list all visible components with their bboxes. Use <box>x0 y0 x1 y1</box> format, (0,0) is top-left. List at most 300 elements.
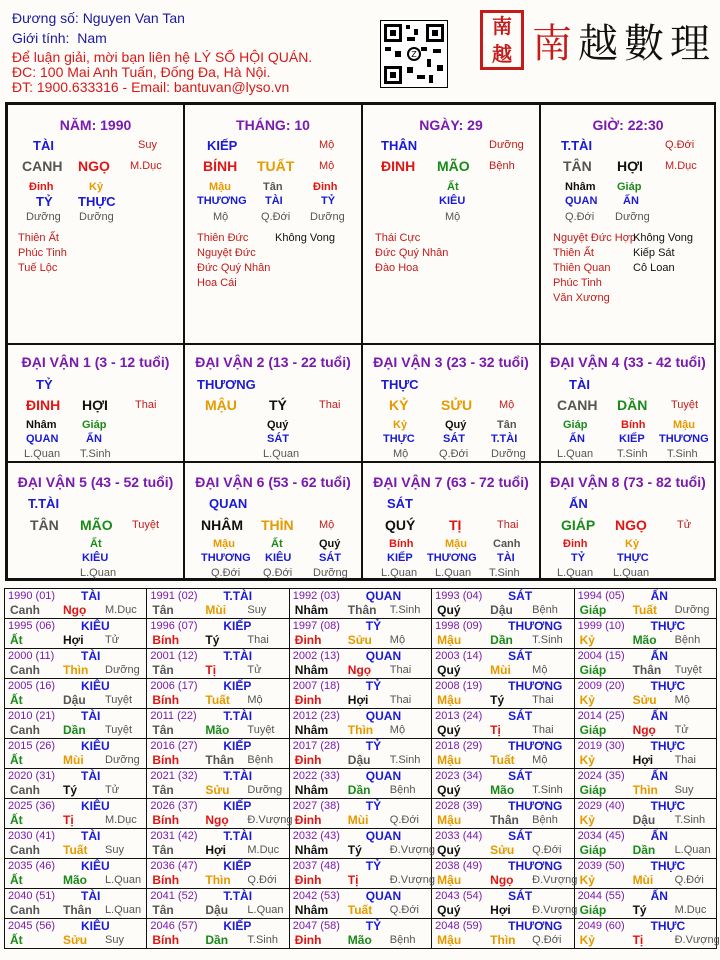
hidden-star: QUAN <box>565 195 598 207</box>
year-row <box>5 829 717 859</box>
year-star: KIẾP <box>223 679 252 693</box>
hidden-phase: Mộ <box>393 448 409 460</box>
year-label: 2035 (46) <box>8 860 56 872</box>
year-label: 2026 (37) <box>150 800 198 812</box>
year-star: T.TÀI <box>223 769 253 783</box>
year-label: 2047 (58) <box>292 920 340 932</box>
hidden-star: KIÊU <box>265 552 292 564</box>
pillar-year <box>7 104 184 344</box>
year-label: 2040 (51) <box>8 890 56 902</box>
year-star: TÀI <box>81 769 101 783</box>
year-cell <box>289 589 431 619</box>
extra-star: Thiên Đức <box>197 232 249 244</box>
year-chi: Hợi <box>632 753 654 767</box>
year-can: Quý <box>437 903 461 917</box>
year-label: 2006 (17) <box>150 680 198 692</box>
pillar-chi: HỢI <box>617 158 643 174</box>
year-can: Giáp <box>579 663 607 677</box>
year-can: Ất <box>10 753 23 767</box>
year-label: 1993 (04) <box>435 590 483 602</box>
year-cell <box>147 859 289 889</box>
year-chi: Mão <box>205 723 230 737</box>
year-row <box>5 919 717 949</box>
gender <box>12 30 107 46</box>
hidden-star: ẤN <box>86 433 102 445</box>
gender-value: Nam <box>77 30 107 46</box>
extra-star-bad: Không Vong <box>633 232 693 244</box>
extra-star: Đào Hoa <box>375 262 419 274</box>
year-chi: Sửu <box>63 933 88 947</box>
dai-van-phase: Thai <box>319 399 341 411</box>
year-phase: Thai <box>532 724 554 736</box>
year-chi: Thân <box>347 603 377 617</box>
pillar-can: TÂN <box>563 158 592 174</box>
year-can: Canh <box>10 723 40 737</box>
hidden-stem: Mậu <box>213 538 235 550</box>
year-chi: Dậu <box>632 813 656 827</box>
year-cell <box>432 589 574 619</box>
year-chi: Thân <box>632 663 662 677</box>
year-star: KIÊU <box>81 919 110 933</box>
extra-star: Phúc Tinh <box>553 277 602 289</box>
year-can: Ất <box>10 633 23 647</box>
dai-van-chi: NGỌ <box>615 517 647 533</box>
year-label: 2027 (38) <box>292 800 340 812</box>
year-can: Mậu <box>437 933 462 947</box>
hidden-star: SÁT <box>319 552 341 564</box>
dai-van-4 <box>540 344 716 462</box>
year-phase: Q.Đới <box>674 874 704 886</box>
year-chi: Thân <box>205 753 235 767</box>
year-chi: Ngọ <box>632 723 656 737</box>
year-star: THƯƠNG <box>508 619 563 633</box>
year-cell <box>5 739 147 769</box>
year-chi: Tý <box>347 843 362 857</box>
extra-star-bad: Kiếp Sát <box>633 247 675 259</box>
hidden-star: KIÊU <box>439 195 466 207</box>
year-phase: Suy <box>105 844 124 856</box>
year-phase: Thai <box>389 664 412 676</box>
dai-van-5 <box>7 462 184 579</box>
year-can: Đinh <box>294 753 322 767</box>
hidden-star: THỰC <box>617 552 649 564</box>
year-phase: Q.Đới <box>532 934 562 946</box>
pillar-chi: TUẤT <box>257 158 295 174</box>
hidden-star: SÁT <box>443 433 465 445</box>
year-label: 2023 (34) <box>435 770 483 782</box>
year-phase: Tử <box>105 784 120 796</box>
year-chi: Dậu <box>205 903 229 917</box>
hidden-phase: L.Quan <box>557 448 594 460</box>
dai-van-phase: Thai <box>135 399 157 411</box>
year-cell <box>432 679 574 709</box>
year-cell <box>289 619 431 649</box>
year-can: Kỷ <box>579 753 595 767</box>
year-star: TỶ <box>365 799 382 813</box>
hidden-stem: Tân <box>497 419 517 431</box>
year-chi: Mùi <box>490 663 511 677</box>
hidden-stem: Đinh <box>563 538 588 550</box>
year-phase: Dưỡng <box>105 664 140 676</box>
hidden-phase: L.Quan <box>435 567 472 579</box>
year-cell <box>574 859 716 889</box>
hidden-star: TỶ <box>36 194 53 209</box>
year-phase: Q.Đới <box>389 814 419 826</box>
year-can: Tân <box>152 783 174 797</box>
year-cell <box>289 679 431 709</box>
year-star: THỰC <box>650 799 686 813</box>
year-chi: Dần <box>63 723 86 737</box>
year-cell <box>432 919 574 949</box>
pillar-can: BÍNH <box>203 158 238 174</box>
year-phase: Mộ <box>389 634 406 646</box>
year-star: KIÊU <box>81 739 110 753</box>
dai-van-can: TÂN <box>30 517 59 533</box>
year-cell <box>289 859 435 889</box>
year-label: 2036 (47) <box>150 860 198 872</box>
pillar-chi: MÃO <box>437 158 470 174</box>
year-chi: Dần <box>632 843 656 857</box>
year-phase: Bệnh <box>532 604 558 616</box>
year-phase: T.Sinh <box>674 814 706 826</box>
pillar-title: GIỜ: 22:30 <box>592 117 664 133</box>
year-cell <box>147 619 289 649</box>
hidden-phase: T.Sinh <box>667 448 698 460</box>
year-phase: Dưỡng <box>247 784 283 796</box>
dai-van-star: TÀI <box>569 377 590 392</box>
year-label: 2031 (42) <box>150 830 198 842</box>
year-cell <box>5 679 147 709</box>
hidden-phase: Q.Đới <box>263 567 293 579</box>
year-cell <box>5 889 147 919</box>
extra-star: Thái Cực <box>375 232 421 244</box>
year-can: Mậu <box>437 753 462 767</box>
dai-van-chi: MÃO <box>80 517 113 533</box>
dai-van-star: QUAN <box>209 496 248 511</box>
year-chi: Hợi <box>205 843 226 857</box>
year-label: 2015 (26) <box>8 740 56 752</box>
hidden-phase: Q.Đới <box>439 448 469 460</box>
hidden-stem: Quý <box>267 419 289 431</box>
year-phase: T.Sinh <box>389 754 421 766</box>
year-chi: Tị <box>490 723 501 737</box>
pillar-cung: M.Dục <box>130 160 162 172</box>
year-can: Mậu <box>437 873 462 887</box>
year-cell <box>5 709 147 739</box>
hidden-stem: Đinh <box>313 181 338 193</box>
year-can: Kỷ <box>579 813 595 827</box>
year-chi: Dậu <box>490 603 513 617</box>
year-phase: Đ.Vượng <box>532 904 578 916</box>
year-cell <box>5 589 147 619</box>
hidden-star: SÁT <box>267 433 289 445</box>
year-cell <box>432 739 574 769</box>
year-chi: Tuất <box>490 753 515 767</box>
dai-van-8 <box>540 462 716 579</box>
year-star: T.TÀI <box>223 589 253 603</box>
phone-email-line[interactable]: ĐT: 1900.633316 - Email: bantuvan@lyso.vn <box>12 79 290 95</box>
dai-van-phase: Thai <box>497 519 519 531</box>
year-label: 2028 (39) <box>435 800 483 812</box>
pillar-star: TÀI <box>33 138 54 153</box>
year-label: 2048 (59) <box>435 920 483 932</box>
year-label: 1996 (07) <box>150 620 198 632</box>
qr-code-icon[interactable] <box>380 20 448 88</box>
extra-star: Nguyệt Đức <box>197 247 256 259</box>
year-star: ẤN <box>650 709 668 723</box>
hidden-phase: L.Quan <box>263 448 300 460</box>
dai-van-star: ẤN <box>569 496 588 511</box>
year-chi: Tý <box>490 693 505 707</box>
year-row <box>5 859 717 889</box>
hidden-stem: Giáp <box>617 181 642 193</box>
year-star: KIẾP <box>223 799 252 813</box>
year-cell <box>289 649 431 679</box>
hidden-star: KIẾP <box>387 552 413 564</box>
hidden-stem: Quý <box>319 538 341 550</box>
year-can: Tân <box>152 663 174 677</box>
hidden-star: THƯƠNG <box>197 195 247 207</box>
pillar-star: KIẾP <box>207 138 238 153</box>
year-star: QUAN <box>365 649 402 663</box>
year-can: Mậu <box>437 813 462 827</box>
dai-van-6 <box>184 462 362 579</box>
dai-van-star: TỶ <box>36 377 53 392</box>
year-cell <box>5 829 147 859</box>
year-star: ẤN <box>650 889 668 903</box>
year-label: 2025 (36) <box>8 800 56 812</box>
year-cell <box>147 889 289 919</box>
year-phase: Q.Đới <box>389 904 419 916</box>
dai-van-1 <box>7 344 184 462</box>
year-chi: Ngọ <box>347 663 372 677</box>
year-phase: Bệnh <box>674 634 701 646</box>
year-phase: Tử <box>674 724 689 736</box>
extra-star: Phúc Tinh <box>18 247 67 259</box>
dai-van-chi: THÌN <box>261 517 294 533</box>
extra-star: Nguyệt Đức Hợp <box>553 232 637 244</box>
year-cell <box>574 649 716 679</box>
year-can: Tân <box>152 903 174 917</box>
dai-van-star: THỰC <box>381 377 419 392</box>
year-phase: Mộ <box>532 664 548 676</box>
year-label: 2008 (19) <box>435 680 483 692</box>
year-chi: Thân <box>490 813 519 827</box>
year-can: Kỷ <box>579 873 595 887</box>
hidden-star: TÀI <box>265 195 283 207</box>
year-phase: L.Quan <box>105 874 142 886</box>
dai-van-title: ĐẠI VẬN 6 (53 - 62 tuổi) <box>195 474 351 490</box>
year-label: 2042 (53) <box>292 890 340 902</box>
pillar-phase: Dưỡng <box>489 139 524 151</box>
year-label: 2043 (54) <box>435 890 483 902</box>
year-can: Bính <box>152 633 180 647</box>
pillar-title: NĂM: 1990 <box>59 117 132 133</box>
gender-label: Giới tính: <box>12 30 70 46</box>
year-cell <box>574 799 716 829</box>
year-row <box>5 619 717 649</box>
pillar-star: T.TÀI <box>561 138 593 153</box>
year-star: SÁT <box>508 589 533 603</box>
year-can: Đinh <box>294 633 322 647</box>
pillar-can: ĐINH <box>381 158 416 174</box>
year-cell <box>574 679 716 709</box>
year-cell <box>289 919 431 949</box>
year-can: Giáp <box>579 783 607 797</box>
dai-van-can: NHÂM <box>201 517 243 533</box>
dai-van-star: THƯƠNG <box>197 377 256 392</box>
year-can: Nhâm <box>294 603 329 617</box>
year-label: 2049 (60) <box>577 920 625 932</box>
year-star: SÁT <box>508 709 533 723</box>
hidden-phase: Mộ <box>445 211 461 223</box>
dai-van-2 <box>184 344 362 462</box>
dai-van-chi: HỢI <box>82 397 108 413</box>
year-star: TÀI <box>81 709 101 723</box>
year-chi: Thìn <box>63 663 89 677</box>
hidden-phase: Q.Đới <box>565 211 595 223</box>
year-phase: Bệnh <box>389 784 416 796</box>
dai-van-star: SÁT <box>387 496 413 511</box>
year-phase: L.Quan <box>105 904 142 916</box>
year-star: THỰC <box>650 739 686 753</box>
year-cell <box>5 919 147 949</box>
year-can: Quý <box>437 603 461 617</box>
header <box>0 0 720 100</box>
year-chi: Ngọ <box>205 813 229 827</box>
hidden-star: THƯƠNG <box>201 552 251 564</box>
year-chi: Dần <box>205 933 229 947</box>
pillar-star: THÂN <box>381 138 418 153</box>
hidden-stem: Mậu <box>209 181 231 193</box>
year-phase: Bệnh <box>389 934 416 946</box>
year-can: Bính <box>152 933 180 947</box>
year-star: THƯƠNG <box>508 859 563 873</box>
year-label: 1991 (02) <box>150 590 198 602</box>
year-label: 2024 (35) <box>577 770 625 782</box>
year-label: 2044 (55) <box>577 890 625 902</box>
hidden-star: ẤN <box>569 433 585 445</box>
dai-van-title: ĐẠI VẬN 7 (63 - 72 tuổi) <box>373 474 529 490</box>
hidden-phase: Mộ <box>213 211 229 223</box>
hidden-phase: Q.Đới <box>211 567 241 579</box>
year-chi: Tý <box>63 783 78 797</box>
hidden-star: THỰC <box>78 194 116 209</box>
year-phase: Tuyệt <box>674 664 702 676</box>
hidden-star: THƯƠNG <box>427 552 477 564</box>
hidden-stem: Đinh <box>29 181 54 193</box>
year-cell <box>289 769 431 799</box>
year-phase: T.Sinh <box>532 634 563 646</box>
hidden-stem: Canh <box>493 538 521 550</box>
year-phase: Đ.Vượng <box>389 844 435 856</box>
year-phase: Q.Đới <box>247 874 277 886</box>
hidden-star: TỶ <box>571 552 586 564</box>
year-label: 1990 (01) <box>8 590 56 602</box>
year-phase: Dưỡng <box>105 754 140 766</box>
year-can: Nhâm <box>294 723 329 737</box>
hidden-phase: L.Quan <box>613 567 650 579</box>
year-label: 2002 (13) <box>292 650 340 662</box>
year-chi: Tuất <box>63 843 88 857</box>
year-chi: Dần <box>347 783 371 797</box>
hidden-phase: Dưỡng <box>310 211 345 223</box>
year-cell <box>574 769 716 799</box>
year-label: 2007 (18) <box>292 680 340 692</box>
year-phase: Suy <box>674 784 694 796</box>
pillar-day <box>362 104 540 344</box>
extra-star: Tuế Lộc <box>18 262 58 274</box>
year-cell <box>5 619 147 649</box>
year-star: SÁT <box>508 889 533 903</box>
hidden-phase: Dưỡng <box>313 567 348 579</box>
year-star: THƯƠNG <box>508 739 563 753</box>
year-label: 2029 (40) <box>577 800 625 812</box>
year-phase: M.Dục <box>105 604 137 616</box>
year-star: TỶ <box>365 619 382 633</box>
dai-van-phase: Mộ <box>499 399 515 411</box>
year-star: KIÊU <box>81 859 110 873</box>
year-cell <box>289 799 431 829</box>
year-can: Canh <box>10 783 40 797</box>
year-phase: Thai <box>674 754 696 766</box>
pillar-hour <box>540 104 716 344</box>
pillar-title: NGÀY: 29 <box>419 117 483 133</box>
year-star: KIẾP <box>223 859 252 873</box>
hidden-stem: Giáp <box>82 419 107 431</box>
year-chi: Mão <box>63 873 87 887</box>
year-star: THƯƠNG <box>508 799 563 813</box>
year-phase: Mộ <box>389 724 406 736</box>
year-star: THỰC <box>650 679 686 693</box>
extra-star: Hoa Cái <box>197 277 237 289</box>
hidden-stem: Nhâm <box>26 419 57 431</box>
year-cell <box>574 919 720 949</box>
extra-star: Thiên Quan <box>553 262 611 274</box>
year-phase: T.Sinh <box>532 784 563 796</box>
year-can: Nhâm <box>294 903 329 917</box>
year-can: Canh <box>10 663 40 677</box>
year-phase: Thai <box>389 694 412 706</box>
hidden-phase: T.Sinh <box>80 448 111 460</box>
year-star: TỶ <box>365 679 382 693</box>
year-star: T.TÀI <box>223 649 253 663</box>
year-can: Đinh <box>294 933 322 947</box>
year-chi: Mùi <box>632 873 654 887</box>
year-cell <box>5 649 147 679</box>
year-star: TỶ <box>365 739 382 753</box>
year-label: 2030 (41) <box>8 830 56 842</box>
year-label: 2010 (21) <box>8 710 56 722</box>
dai-van-title: ĐẠI VẬN 4 (33 - 42 tuổi) <box>550 354 706 370</box>
year-can: Ất <box>10 873 23 887</box>
year-chi: Hợi <box>63 633 84 647</box>
year-phase: Đ.Vượng <box>247 814 293 826</box>
year-chi: Sửu <box>347 633 372 647</box>
year-can: Canh <box>10 903 40 917</box>
pillar-title: THÁNG: 10 <box>236 117 310 133</box>
year-phase: Đ.Vượng <box>389 874 435 886</box>
hidden-phase: T.Sinh <box>489 567 520 579</box>
year-star: ẤN <box>650 769 668 783</box>
year-star: ẤN <box>650 649 668 663</box>
hidden-phase: Q.Đới <box>261 211 291 223</box>
year-star: TÀI <box>81 829 101 843</box>
year-chi: Thìn <box>347 723 374 737</box>
year-star: T.TÀI <box>223 889 253 903</box>
year-phase: M.Dục <box>105 814 137 826</box>
hidden-phase: Dưỡng <box>79 211 114 223</box>
